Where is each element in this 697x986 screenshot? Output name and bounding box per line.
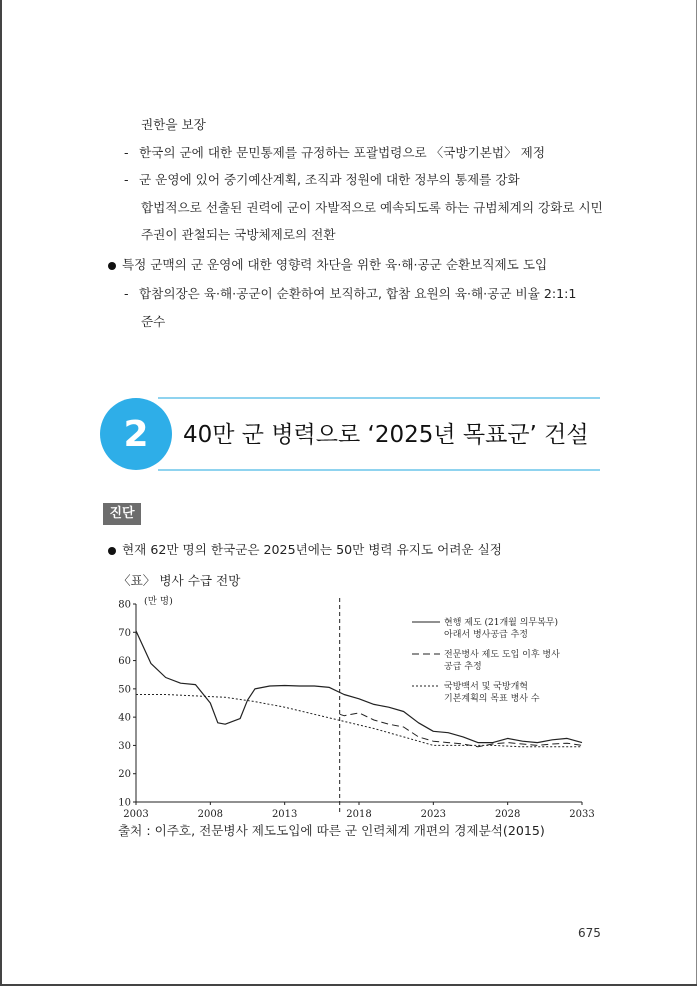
legend-label: 국방백서 및 국방개혁 [444,682,528,692]
text-line: 합법적으로 선출된 권력에 군이 자발적으로 예속되도록 하는 규범체계의 강화로 시민 [141,200,603,215]
chart-source: 출처 : 이주호, 전문병사 제도도입에 따른 군 인력체계 개편의 경제분석(2015) [118,823,545,838]
soldier-supply-chart [110,592,600,820]
legend-label: 기본계획의 목표 병사 수 [444,694,540,704]
dash-marker: - [124,172,129,187]
x-tick-label: 2033 [569,809,595,820]
text-line: 권한을 보장 [141,117,206,132]
legend-label: 현행 제도 (21개월 의무복무) [444,618,558,628]
page-border-left [0,0,2,986]
chart-title: 〈표〉 병사 수급 전망 [118,573,241,588]
legend-label: 전문병사 제도 도입 이후 병사 [444,650,560,660]
x-tick-label: 2013 [271,809,298,820]
y-tick-label: 40 [118,712,131,724]
y-tick-label: 50 [118,684,131,696]
diagnosis-text: 현재 62만 명의 한국군은 2025년에는 50만 병력 유지도 어려운 실정 [122,542,502,557]
x-tick-label: 2018 [346,809,372,820]
series-line-dashed [340,713,582,747]
legend-label: 아래서 병사공급 추정 [444,630,528,640]
dash-marker: - [124,286,129,301]
x-tick-label: 2008 [197,809,224,820]
y-axis-unit-label: (만 명) [144,596,173,607]
bullet-dot [108,547,116,555]
text-line: 군 운영에 있어 중기예산계획, 조직과 정원에 대한 정부의 통제를 강화 [139,172,520,187]
text-line: 주권이 관철되는 국방체제로의 전환 [141,227,336,242]
dash-marker: - [124,145,129,160]
section-number-badge: 2 [100,398,172,470]
text-line: 한국의 군에 대한 문민통제를 규정하는 포괄법령으로 〈국방기본법〉 제정 [139,145,546,160]
x-tick-label: 2003 [123,809,149,820]
y-tick-label: 80 [118,599,131,611]
y-tick-label: 10 [118,797,131,809]
y-tick-label: 30 [118,740,131,752]
section-title: 40만 군 병력으로 ‘2025년 목표군’ 건설 [183,422,589,448]
text-line: 특정 군맥의 군 운영에 대한 영향력 차단을 위한 육·해·공군 순환보직제도 도입 [122,257,548,272]
bullet-dot [108,262,116,270]
y-tick-label: 70 [118,627,131,639]
text-line: 준수 [141,314,166,329]
y-tick-label: 60 [118,656,131,668]
legend-label: 공급 추정 [444,662,482,672]
diagnosis-label: 진단 [103,503,141,525]
page-number: 675 [578,926,601,940]
section-rule-top [158,397,600,399]
section-rule-bottom [158,469,600,471]
y-tick-label: 20 [118,769,131,781]
text-line: 합참의장은 육·해·공군이 순환하여 보직하고, 합참 요원의 육·해·공군 비율 2:1:1 [139,286,577,301]
x-tick-label: 2023 [420,809,447,820]
x-tick-label: 2028 [494,809,521,820]
